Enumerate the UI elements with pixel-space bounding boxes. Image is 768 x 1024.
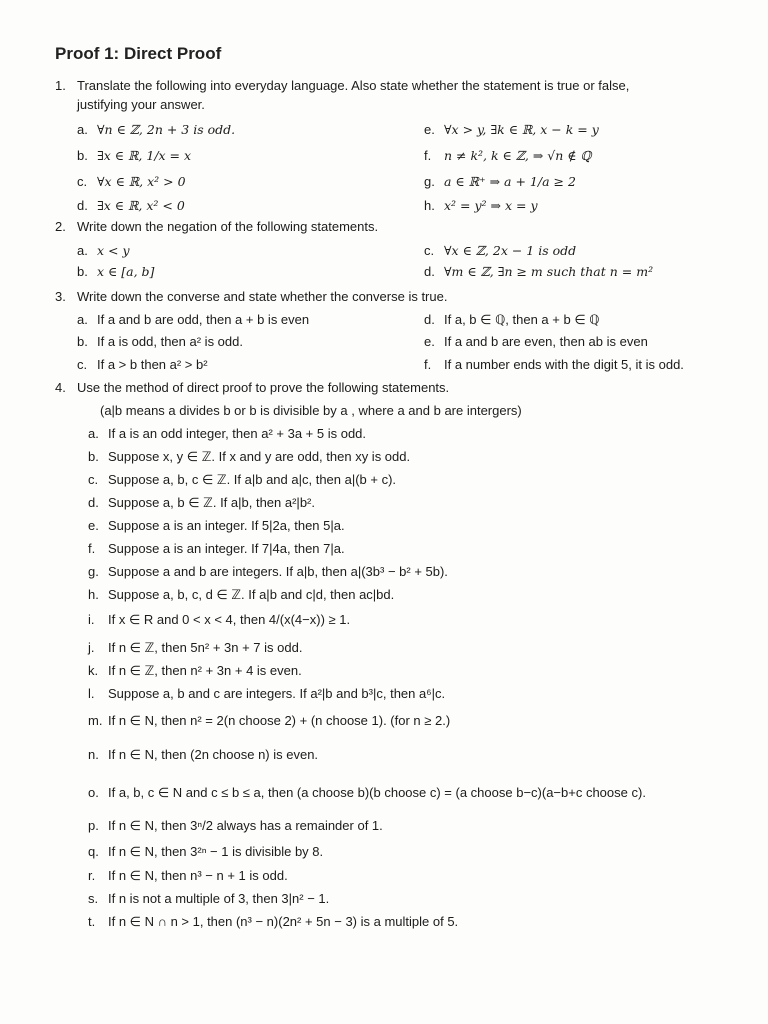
q4-item-r: r. If n ∈ N, then n³ − n + 1 is odd. [88, 868, 288, 883]
q3-item-e: e. If a and b are even, then ab is even [424, 334, 648, 349]
q4-item-k: k. If n ∈ ℤ, then n² + 3n + 4 is even. [88, 663, 302, 678]
q4-item-h: h. Suppose a, b, c, d ∈ ℤ. If a|b and c|d, then ac|bd. [88, 587, 395, 602]
q1-item-g: g. a ∈ ℝ⁺ ⇒ a + 1/a ≥ 2 [424, 174, 576, 189]
question-text: Write down the negation of the following statements. [77, 219, 379, 234]
question-text: Write down the converse and state whether the converse is true. [77, 289, 448, 304]
question-text: Translate the following into everyday language. Also state whether the statement is true or false, [77, 78, 630, 93]
q1-item-a: a. ∀n ∈ ℤ, 2n + 3 is odd. [77, 122, 236, 137]
q2-item-d: d. ∀m ∈ ℤ, ∃n ≥ m such that n = m² [424, 264, 654, 279]
q3-item-c: c. If a > b then a² > b² [77, 357, 208, 372]
q1-item-f: f. n ≠ k², k ∈ ℤ, ⇒ √n ∉ ℚ [424, 148, 592, 163]
q4-item-t: t. If n ∈ N ∩ n > 1, then (n³ − n)(2n² + 5n − 3) is a multiple of 5. [88, 914, 459, 929]
q2-item-a: a. x < y [77, 243, 130, 258]
question-3 [55, 289, 447, 305]
q4-item-q: q. If n ∈ N, then 3²ⁿ − 1 is divisible by 8. [88, 844, 324, 859]
q4-item-e: e. Suppose a is an integer. If 5|2a, then 5|a. [88, 518, 345, 533]
q1-item-d: d. ∃x ∈ ℝ, x² < 0 [77, 198, 185, 213]
q4-item-b: b. Suppose x, y ∈ ℤ. If x and y are odd, then xy is odd. [88, 449, 411, 464]
q4-item-l: l. Suppose a, b and c are integers. If a²|b and b³|c, then a⁶|c. [88, 686, 446, 701]
q4-item-s: s. If n is not a multiple of 3, then 3|n² − 1. [88, 891, 330, 906]
q4-item-f: f. Suppose a is an integer. If 7|4a, then 7|a. [88, 541, 345, 556]
q1-item-e: e. ∀x > y, ∃k ∈ ℝ, x − k = y [424, 122, 599, 137]
page-title: Proof 1: Direct Proof [55, 44, 222, 63]
question-number: 4. [55, 380, 66, 395]
q3-item-a: a. If a and b are odd, then a + b is even [77, 312, 310, 327]
question-number: 1. [55, 78, 66, 93]
question-number: 2. [55, 219, 66, 234]
q2-item-b: b. x ∈ [a, b] [77, 264, 155, 279]
divides-note: (a|b means a divides b or b is divisible by a , where a and b are intergers) [100, 403, 522, 418]
question-number: 3. [55, 289, 66, 304]
q3-item-d: d. If a, b ∈ ℚ, then a + b ∈ ℚ [424, 312, 600, 327]
question-1 [55, 78, 629, 94]
question-text: Use the method of direct proof to prove the following statements. [77, 380, 450, 395]
q1-item-h: h. x² = y² ⇒ x = y [424, 198, 538, 213]
q4-item-a: a. If a is an odd integer, then a² + 3a + 5 is odd. [88, 426, 367, 441]
q4-item-m: m. If n ∈ N, then n² = 2(n choose 2) + (n choose 1). (for n ≥ 2.) [88, 713, 451, 728]
q4-item-c: c. Suppose a, b, c ∈ ℤ. If a|b and a|c, then a|(b + c). [88, 472, 397, 487]
q4-item-j: j. If n ∈ ℤ, then 5n² + 3n + 7 is odd. [88, 640, 303, 655]
q3-item-b: b. If a is odd, then a² is odd. [77, 334, 243, 349]
q4-item-n: n. If n ∈ N, then (2n choose n) is even. [88, 747, 319, 762]
q1-item-c: c. ∀x ∈ ℝ, x² > 0 [77, 174, 186, 189]
question-text: justifying your answer. [77, 97, 205, 112]
question-1-continued [77, 97, 205, 113]
q4-item-i: i. If x ∈ R and 0 < x < 4, then 4/(x(4−x)) ≥ 1. [88, 612, 351, 627]
q4-item-p: p. If n ∈ N, then 3ⁿ/2 always has a remainder of 1. [88, 818, 383, 833]
q2-item-c: c. ∀x ∈ ℤ, 2x − 1 is odd [424, 243, 577, 258]
question-4 [55, 380, 449, 396]
question-2 [55, 219, 378, 235]
q1-item-b: b. ∃x ∈ ℝ, 1/x = x [77, 148, 192, 163]
q4-item-o: o. If a, b, c ∈ N and c ≤ b ≤ a, then (a choose b)(b choose c) = (a choose b−c)(a−b+c choose c). [88, 785, 646, 800]
q4-item-g: g. Suppose a and b are integers. If a|b, then a|(3b³ − b² + 5b). [88, 564, 448, 579]
q3-item-f: f. If a number ends with the digit 5, it is odd. [424, 357, 684, 372]
q4-item-d: d. Suppose a, b ∈ ℤ. If a|b, then a²|b². [88, 495, 315, 510]
